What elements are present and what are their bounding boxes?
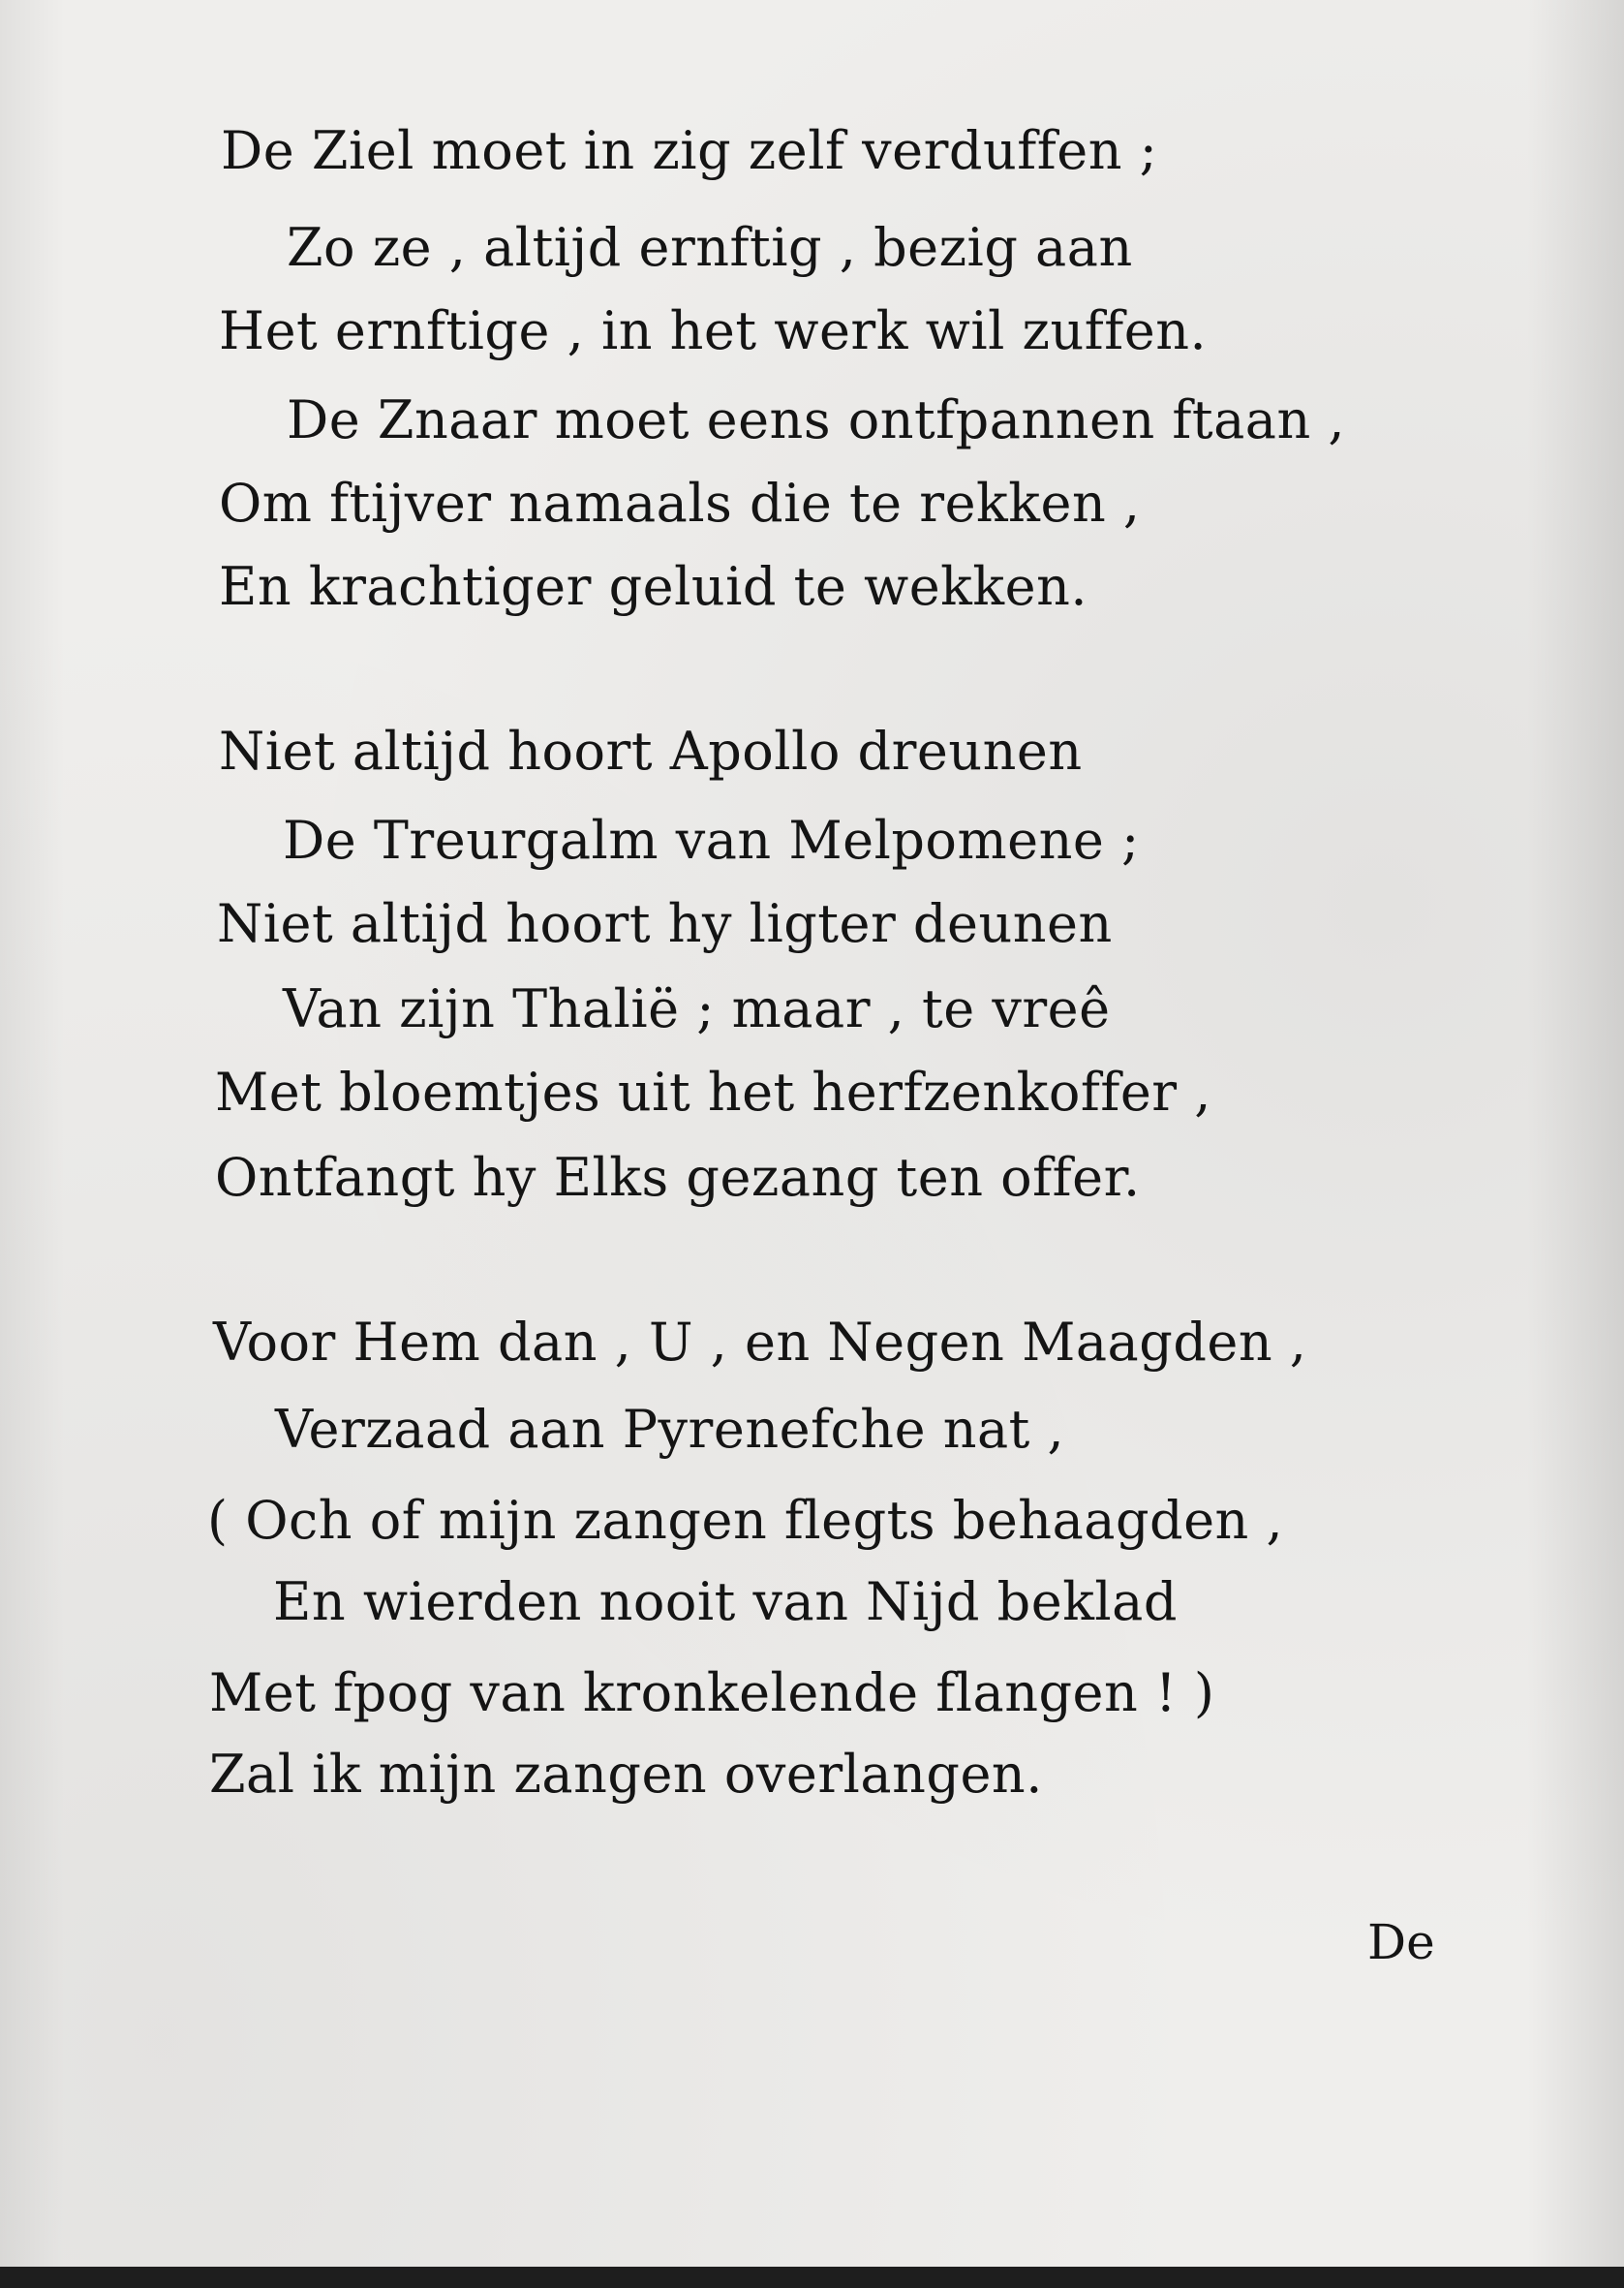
poem-line: Zal ik mijn zangen overlangen. (209, 1744, 1043, 1805)
poem-line: Met bloemtjes uit het herfzenkoffer , (215, 1062, 1211, 1123)
poem-line: Om ftijver namaals die te rekken , (219, 473, 1141, 534)
poem-line: Ontfangt hy Elks gezang ten offer. (215, 1147, 1141, 1208)
poem-line: Niet altijd hoort Apollo dreunen (219, 721, 1083, 782)
poem-line: De Ziel moet in zig zelf verduffen ; (221, 120, 1158, 181)
poem-line: Met fpog van kronkelende flangen ! ) (209, 1662, 1215, 1723)
poem-line: Verzaad aan Pyrenefche nat , (275, 1399, 1065, 1460)
scan-bottom-edge (0, 2267, 1624, 2288)
poem-line: De Znaar moet eens ontfpannen ftaan , (287, 389, 1346, 450)
poem-line: ( Och of mijn zangen flegts behaagden , (207, 1490, 1284, 1551)
catchword: De (1367, 1914, 1435, 1970)
poem-line: Van zijn Thalië ; maar , te vreê (283, 978, 1111, 1039)
poem-line: De Treurgalm van Melpomene ; (283, 810, 1140, 871)
poem-line: Het ernftige , in het werk wil zuffen. (219, 300, 1208, 361)
poem-line: Zo ze , altijd ernftig , bezig aan (287, 217, 1133, 278)
poem-line: En krachtiger geluid te wekken. (219, 556, 1088, 617)
poem-line: Voor Hem dan , U , en Negen Maagden , (213, 1312, 1307, 1373)
poem-line: Niet altijd hoort hy ligter deunen (217, 893, 1113, 954)
poem-line: En wierden nooit van Nijd beklad (273, 1571, 1178, 1632)
